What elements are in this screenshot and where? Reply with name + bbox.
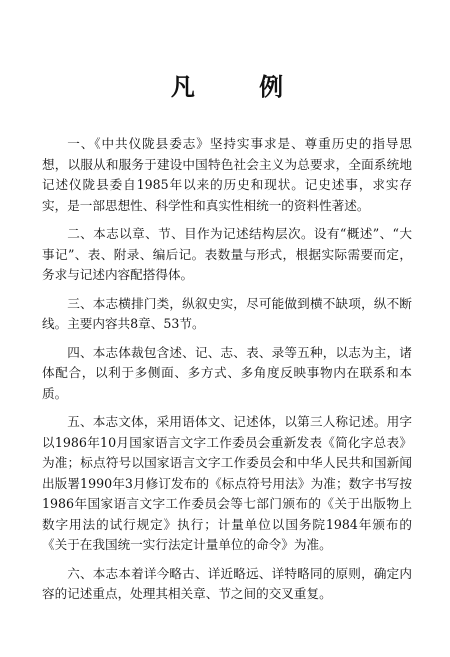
paragraph-3: 三、本志横排门类，纵叙史实，尽可能做到横不缺项，纵不断线。主要内容共8章、53节。 (42, 295, 412, 331)
paragraph-6: 六、本志本着详今略古、详近略远、详特略同的原则，确定内容的记述重点，处理其相关章、节之间的交叉重复。 (42, 565, 412, 601)
paragraph-1: 一、《中共仪陇县委志》坚持实事求是、尊重历史的指导思想，以服从和服务于建设中国特色社会主义为总要求，全面系统地记述仪陇县委自1985年以来的历史和现状。记史述事，求实存实，是一部思想性、科学性和真实性相统一的资料性著述。 (42, 136, 412, 213)
paragraph-5: 五、本志文体，采用语体文、记述体，以第三人称记述。用字以1986年10月国家语言文字工作委员会重新发表《简化字总表》为准；标点符号以国家语言文字工作委员会和中华人民共和国新闻出版署1990年3月修订发布的《标点符号用法》为准；数字书写按1986年国家语言文字工作委员会等七部门颁布的《关于出版物上数字用法的试行规定》执行；计量单位以国务院1984年颁布的《关于在我国统一实行法定计量单位的命令》为准。 (42, 414, 412, 552)
paragraph-4: 四、本志体裁包含述、记、志、表、录等五种，以志为主，诸体配合，以利于多侧面、多方式、多角度反映事物内在联系和本质。 (42, 344, 412, 401)
paragraph-2: 二、本志以章、节、目作为记述结构层次。设有“概述”、“大事记”、表、附录、编后记。表数量与形式，根据实际需要而定，务求与记述内容配搭得体。 (42, 226, 412, 282)
page-title: 凡 例 (170, 72, 312, 101)
